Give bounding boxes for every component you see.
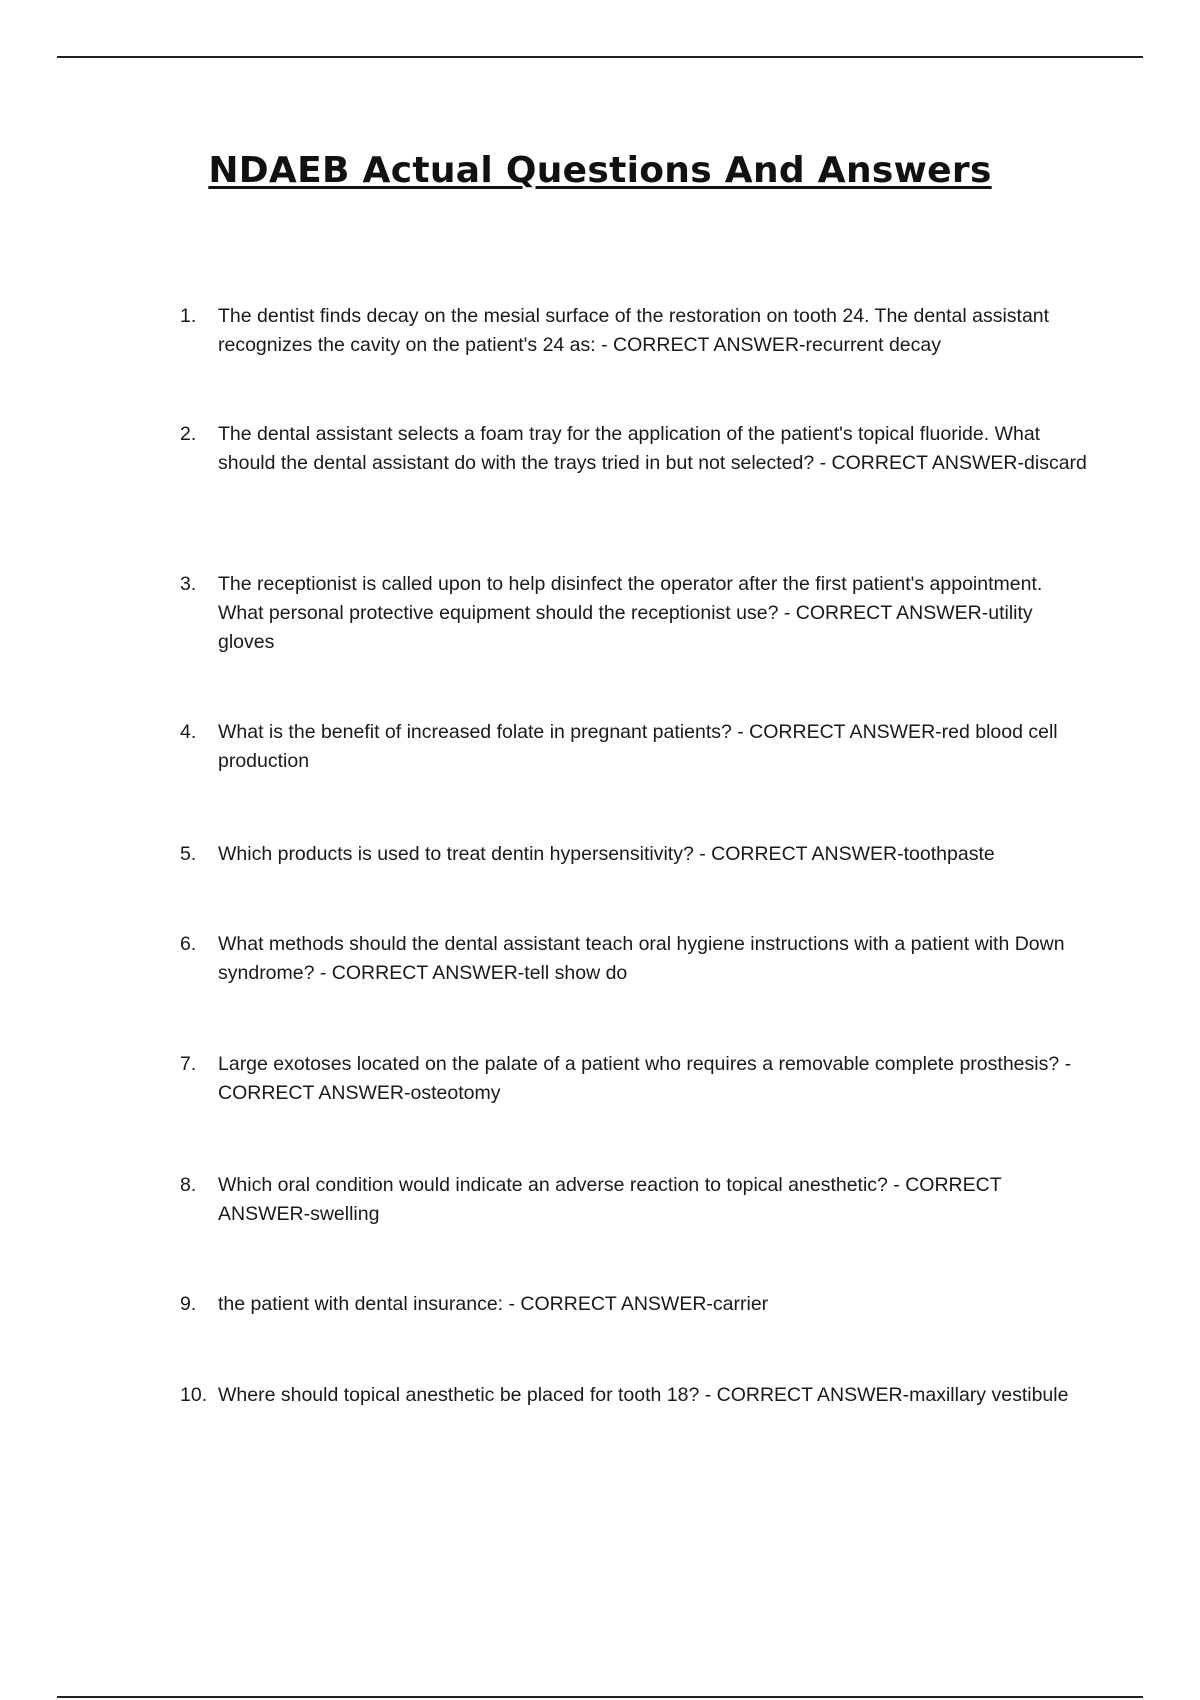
question-item [180, 930, 1090, 988]
question-number: 6. [180, 933, 197, 955]
question-item [180, 1290, 1090, 1319]
question-text: Which oral condition would indicate an adverse reaction to topical anesthetic? - CORRECT ANSWER-swelling [218, 1174, 1002, 1225]
question-item [180, 420, 1090, 478]
question-item [180, 1381, 1090, 1410]
question-text: What methods should the dental assistant teach oral hygiene instructions with a patient with Down syndrome? - CORRECT ANSWER-tell show do [218, 933, 1065, 984]
question-number: 8. [180, 1174, 197, 1196]
question-number: 7. [180, 1053, 197, 1075]
question-text: Which products is used to treat dentin hypersensitivity? - CORRECT ANSWER-toothpaste [218, 843, 995, 865]
question-number: 10. [180, 1384, 208, 1406]
question-item [180, 302, 1090, 360]
question-number: 1. [180, 305, 197, 327]
question-number: 9. [180, 1293, 197, 1315]
question-number: 3. [180, 573, 197, 595]
question-text: The dentist finds decay on the mesial surface of the restoration on tooth 24. The dental assistant recognizes the cavity on the patient's 24 as: - CORRECT ANSWER-recurrent decay [218, 305, 1050, 356]
question-number: 4. [180, 721, 197, 743]
header-rule [57, 56, 1143, 58]
question-item [180, 1050, 1090, 1108]
question-item [180, 840, 1090, 869]
footer-rule [57, 1696, 1143, 1698]
page-title: NDAEB Actual Questions And Answers [208, 150, 992, 191]
question-text: Large exotoses located on the palate of a patient who requires a removable complete prosthesis? - CORRECT ANSWER-osteotomy [218, 1053, 1072, 1104]
question-number: 5. [180, 843, 197, 865]
question-number: 2. [180, 423, 197, 445]
question-text: the patient with dental insurance: - CORRECT ANSWER-carrier [218, 1293, 769, 1315]
question-item [180, 570, 1090, 657]
question-item [180, 1171, 1090, 1229]
title-container [0, 150, 1200, 191]
question-text: Where should topical anesthetic be placed for tooth 18? - CORRECT ANSWER-maxillary vestibule [218, 1384, 1069, 1406]
question-text: The receptionist is called upon to help disinfect the operator after the first patient's appointment. What personal protective equipment should the receptionist use? - CORRECT ANSWER-utility gloves [218, 573, 1043, 653]
question-text: The dental assistant selects a foam tray for the application of the patient's topical fluoride. What should the dental assistant do with the trays tried in but not selected? - CORRECT ANSWER-discard [218, 423, 1087, 474]
question-text: What is the benefit of increased folate in pregnant patients? - CORRECT ANSWER-red blood cell production [218, 721, 1058, 772]
question-item [180, 718, 1090, 776]
